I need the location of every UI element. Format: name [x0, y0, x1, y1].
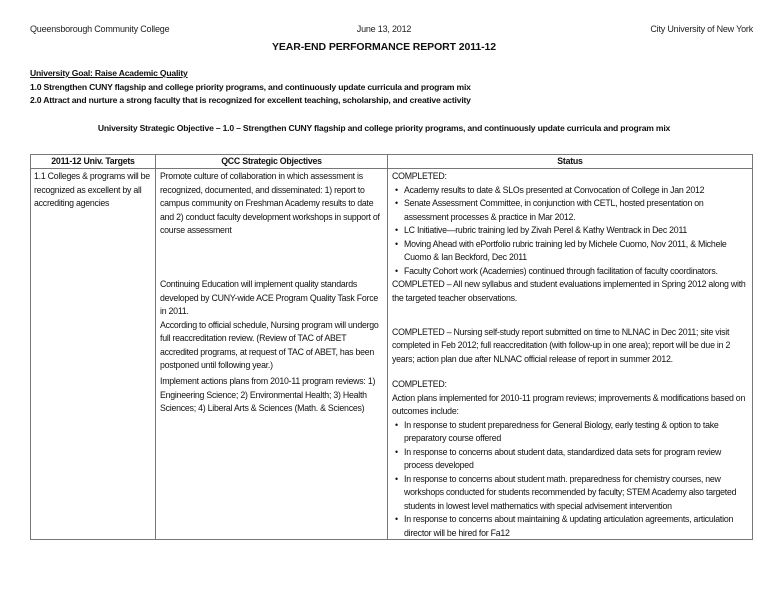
list-item: • In response to concerns about maintaining & updating articulation agreements, articulation director will be hired for Fa12: [404, 513, 748, 540]
goal-item: 1.0 Strengthen CUNY flagship and college priority programs, and continuously update curricula and program mix: [30, 82, 471, 92]
column-header: Status: [557, 156, 583, 166]
goal-item: 2.0 Attract and nurture a strong faculty that is recognized for excellent teaching, scholarship, and creative activity: [30, 95, 471, 105]
strategic-objective: University Strategic Objective – 1.0 – Strengthen CUNY flagship and college priority programs, and continuously update curricula and program mix: [97, 123, 671, 133]
status-text: COMPLETED:: [392, 171, 447, 181]
goal-heading: University Goal: Raise Academic Quality: [30, 68, 188, 78]
table-header: [31, 155, 752, 169]
column-header: QCC Strategic Objectives: [156, 155, 388, 168]
status-cell: [388, 375, 752, 540]
list-item: • In response to concerns about student math. preparedness for chemistry courses, new workshops conducted for students recommended by faculty; STEM Academy also targeted students in lowest level mathematics with special advisement intervention: [404, 473, 748, 514]
list-item: • In response to concerns about student data, standardized data sets for program review process developed: [404, 446, 748, 473]
status-cell: [388, 169, 752, 278]
table-row: [156, 169, 752, 278]
status-text: Action plans implemented for 2010-11 program reviews; improvements & modifications based on outcomes include:: [392, 392, 746, 417]
list-item: • Academy results to date & SLOs presented at Convocation of College in Jan 2012: [404, 184, 748, 198]
list-item: • In response to student preparedness for General Biology, early testing & option to take preparatory course offered: [404, 419, 748, 446]
status-bullets: [392, 184, 748, 279]
table-row: [156, 375, 752, 540]
report-title: YEAR-END PERFORMANCE REPORT 2011-12: [271, 41, 497, 53]
list-item: • Faculty Cohort work (Academies) continued through facilitation of faculty coordinators.: [404, 265, 748, 279]
status-cell: COMPLETED – All new syllabus and student evaluations implemented in Spring 2012 along with the targeted teacher observations.: [392, 279, 746, 303]
table-row: [156, 278, 752, 319]
objective-cell: According to official schedule, Nursing program will undergo full reaccreditation review. (Review of TAC of ABET accredited programs, at request of TAC of ABET, has been postponed until following year.): [156, 319, 388, 375]
list-item: • Senate Assessment Committee, in conjunction with CETL, hosted presentation on assessment processes & practice in Mar 2012.: [404, 197, 748, 224]
status-text: COMPLETED:: [392, 379, 447, 390]
target-cell: 1.1 Colleges & programs will be recognized as excellent by all accrediting agencies: [31, 169, 156, 540]
header-college: Queensborough Community College: [30, 24, 170, 34]
objective-cell: Continuing Education will implement quality standards developed by CUNY-wide ACE Program Quality Task Force in 2011.: [156, 278, 388, 319]
objective-cell: Promote culture of collaboration in which assessment is recognized, documented, and disseminated: 1) report to campus community on Freshman Academy results to date and 2) conduct faculty development workshops in support of course assessment: [156, 169, 388, 278]
table-row: [156, 319, 752, 375]
column-header: 2011-12 Univ. Targets: [31, 155, 156, 168]
performance-table: [30, 154, 753, 540]
header-date: June 13, 2012: [356, 24, 412, 34]
status-cell: COMPLETED – Nursing self-study report submitted on time to NLNAC in Dec 2011; site visit completed in Feb 2012; full reaccreditation (with follow-up in one area); report will be due in 2 years; action plan due after NLNAC official release of report in summer 2012.: [392, 326, 731, 364]
status-bullets: [392, 419, 748, 541]
header-university: City University of New York: [650, 24, 753, 34]
list-item: • Moving Ahead with ePortfolio rubric training led by Michele Cuomo, Nov 2011, & Michele Cuomo & Ian Beckford, Dec 2011: [404, 238, 748, 265]
objective-cell: Implement actions plans from 2010-11 program reviews: 1) Engineering Science; 2) Environmental Health; 3) Health Sciences; 4) Liberal Arts & Sciences (Math. & Sciences): [156, 375, 388, 540]
list-item: • LC Initiative—rubric training led by Zivah Perel & Kathy Wentrack in Dec 2011: [404, 224, 748, 238]
